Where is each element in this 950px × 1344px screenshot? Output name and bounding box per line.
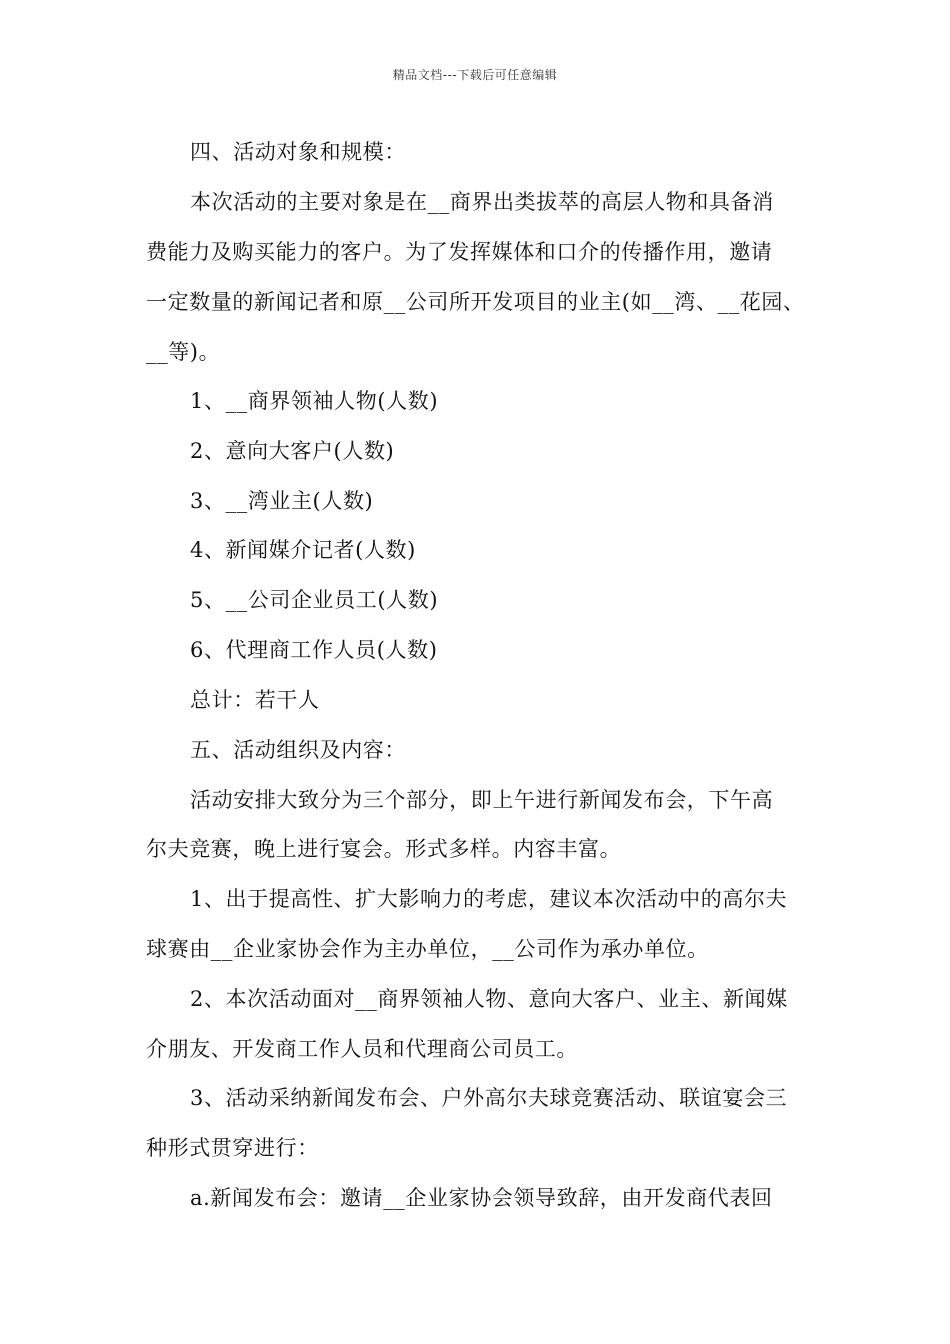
page-header: 精品文档---下载后可任意编辑 — [392, 68, 558, 82]
list-item: 4、新闻媒介记者(人数) — [190, 538, 416, 562]
list-item: 5、__公司企业员工(人数) — [190, 588, 439, 612]
list-item: 2、意向大客户(人数) — [190, 439, 395, 463]
paragraph-line: __等)。 — [146, 340, 221, 364]
paragraph-line: 费能力及购买能力的客户。为了发挥媒体和口介的传播作用，邀请 — [146, 240, 773, 264]
paragraph-line: 球赛由__企业家协会作为主办单位，__公司作为承办单位。 — [146, 937, 709, 961]
total-line: 总计：若干人 — [190, 688, 320, 712]
paragraph-line: 1、出于提高性、扩大影响力的考虑，建议本次活动中的高尔夫 — [190, 887, 788, 911]
paragraph-line: 活动安排大致分为三个部分，即上午进行新闻发布会，下午高 — [190, 788, 774, 812]
paragraph-line: 一定数量的新闻记者和原__公司所开发项目的业主(如__湾、__花园、 — [146, 290, 805, 314]
paragraph-line: 介朋友、开发商工作人员和代理商公司员工。 — [146, 1037, 578, 1061]
list-item: 3、__湾业主(人数) — [190, 489, 374, 513]
paragraph-line: 2、本次活动面对__商界领袖人物、意向大客户、业主、新闻媒 — [190, 987, 788, 1011]
list-item: 6、代理商工作人员(人数) — [190, 638, 438, 662]
paragraph-line: 尔夫竞赛，晚上进行宴会。形式多样。内容丰富。 — [146, 837, 622, 861]
paragraph-line: 本次活动的主要对象是在__商界出类拔萃的高层人物和具备消 — [190, 190, 774, 214]
paragraph-line: 3、活动采纳新闻发布会、户外高尔夫球竞赛活动、联谊宴会三 — [190, 1086, 788, 1110]
section-heading-5: 五、活动组织及内容： — [190, 738, 406, 762]
list-item: 1、__商界领袖人物(人数) — [190, 389, 439, 413]
paragraph-line: a.新闻发布会：邀请__企业家协会领导致辞，由开发商代表回 — [190, 1186, 773, 1210]
section-heading-4: 四、活动对象和规模： — [190, 140, 406, 164]
paragraph-line: 种形式贯穿进行： — [146, 1136, 319, 1160]
